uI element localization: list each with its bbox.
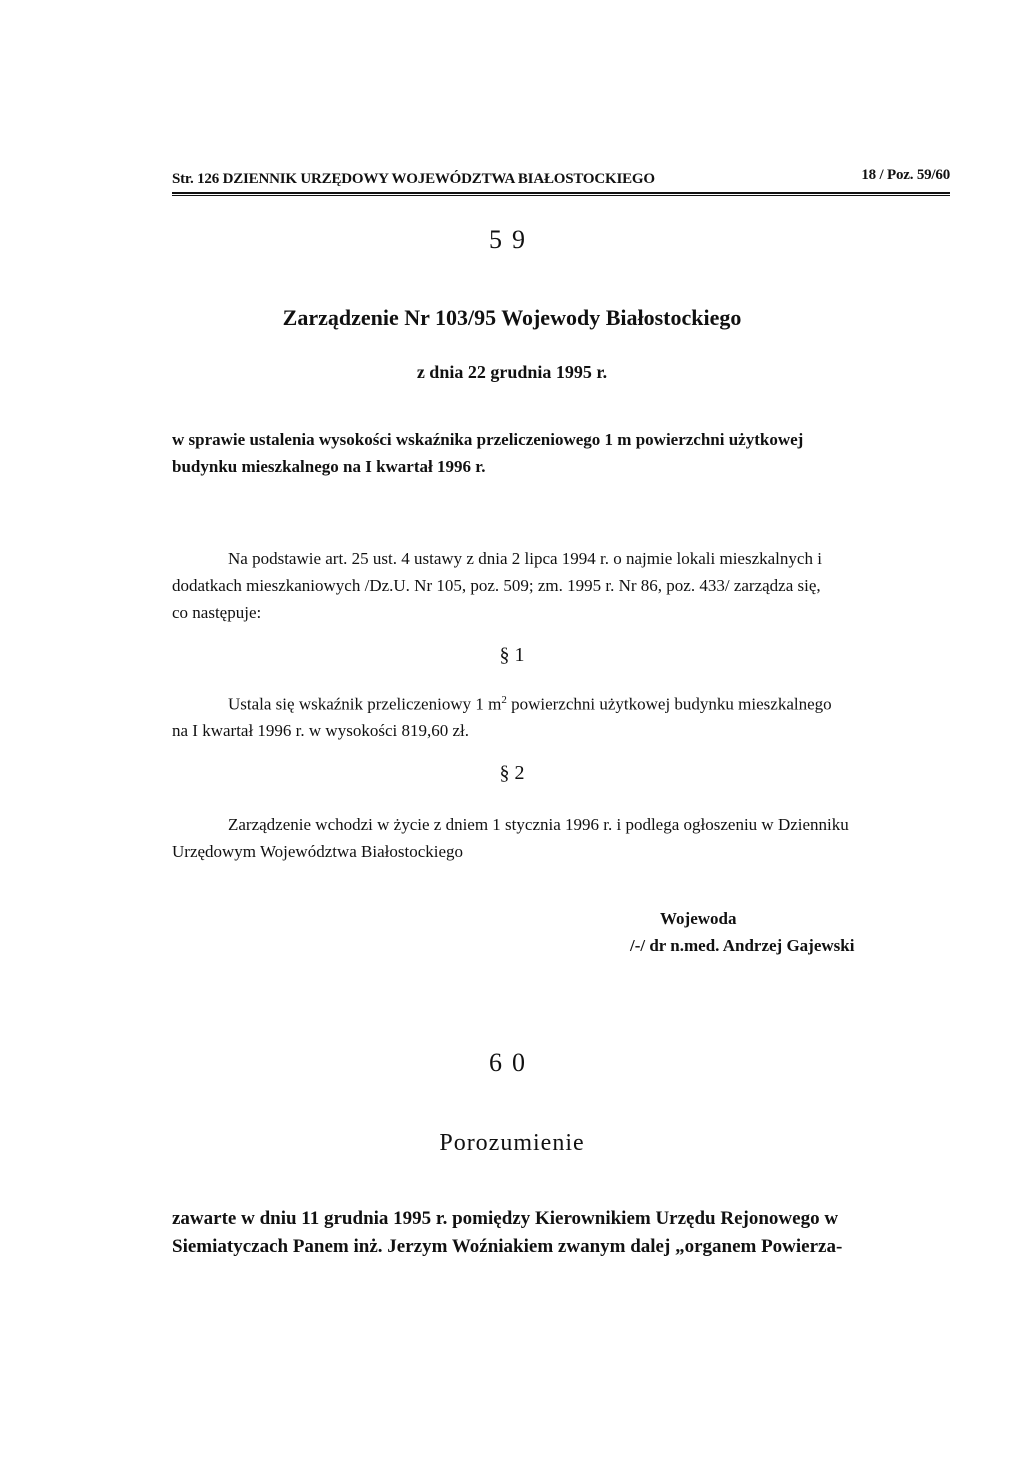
agreement-title: Porozumienie — [439, 1130, 585, 1156]
preamble-line-2: dodatkach mieszkaniowych /Dz.U. Nr 105, poz. 509; zm. 1995 r. Nr 86, poz. 433/ zarządza się, — [172, 576, 821, 595]
section-2-line-1: Zarządzenie wchodzi w życie z dniem 1 stycznia 1996 r. i podlega ogłoszeniu w Dzienniku — [228, 815, 849, 834]
header-rule-thin — [172, 195, 950, 196]
agreement-line-2: Siemiatyczach Panem inż. Jerzym Woźniakiem zwanym dalej „organem Powierza- — [172, 1236, 843, 1257]
preamble-line-3: co następuje: — [172, 603, 262, 622]
order-date: z dnia 22 grudnia 1995 r. — [416, 362, 608, 382]
section-2-line-2: Urzędowym Województwa Białostockiego — [172, 842, 464, 861]
section-1-line-2: na I kwartał 1996 r. w wysokości 819,60 zł. — [172, 721, 469, 740]
signature-role: Wojewoda — [660, 909, 737, 928]
section-2-heading: § 2 — [499, 762, 525, 784]
agreement-line-1: zawarte w dniu 11 grudnia 1995 r. pomiędzy Kierownikiem Urzędu Rejonowego w — [172, 1208, 839, 1229]
header-rule — [172, 192, 950, 194]
subject-line-2: budynku mieszkalnego na I kwartał 1996 r. — [172, 457, 486, 476]
document-number-59: 59 — [489, 225, 535, 254]
section-1-text-b: powierzchni użytkowej budynku mieszkalnego — [506, 694, 832, 714]
header-issue-position: 18 / Poz. 59/60 — [861, 167, 950, 183]
document-number-60: 60 — [489, 1048, 535, 1077]
subject-line-1: w sprawie ustalenia wysokości wskaźnika przeliczeniowego 1 m powierzchni użytkowej — [172, 430, 804, 449]
header-journal-title: Str. 126 DZIENNIK URZĘDOWY WOJEWÓDZTWA BIAŁOSTOCKIEGO — [172, 171, 655, 187]
section-1-heading: § 1 — [499, 644, 525, 666]
section-1-line-1 — [228, 694, 832, 715]
order-title: Zarządzenie Nr 103/95 Wojewody Białostockiego — [282, 305, 742, 330]
square-meter-superscript: 2 — [501, 694, 507, 706]
signature-name: /-/ dr n.med. Andrzej Gajewski — [630, 936, 855, 955]
page-header — [172, 167, 950, 195]
section-1-text-a: Ustala się wskaźnik przeliczeniowy 1 m — [228, 694, 502, 714]
preamble-line-1: Na podstawie art. 25 ust. 4 ustawy z dnia 2 lipca 1994 r. o najmie lokali mieszkalnych i — [228, 549, 822, 568]
